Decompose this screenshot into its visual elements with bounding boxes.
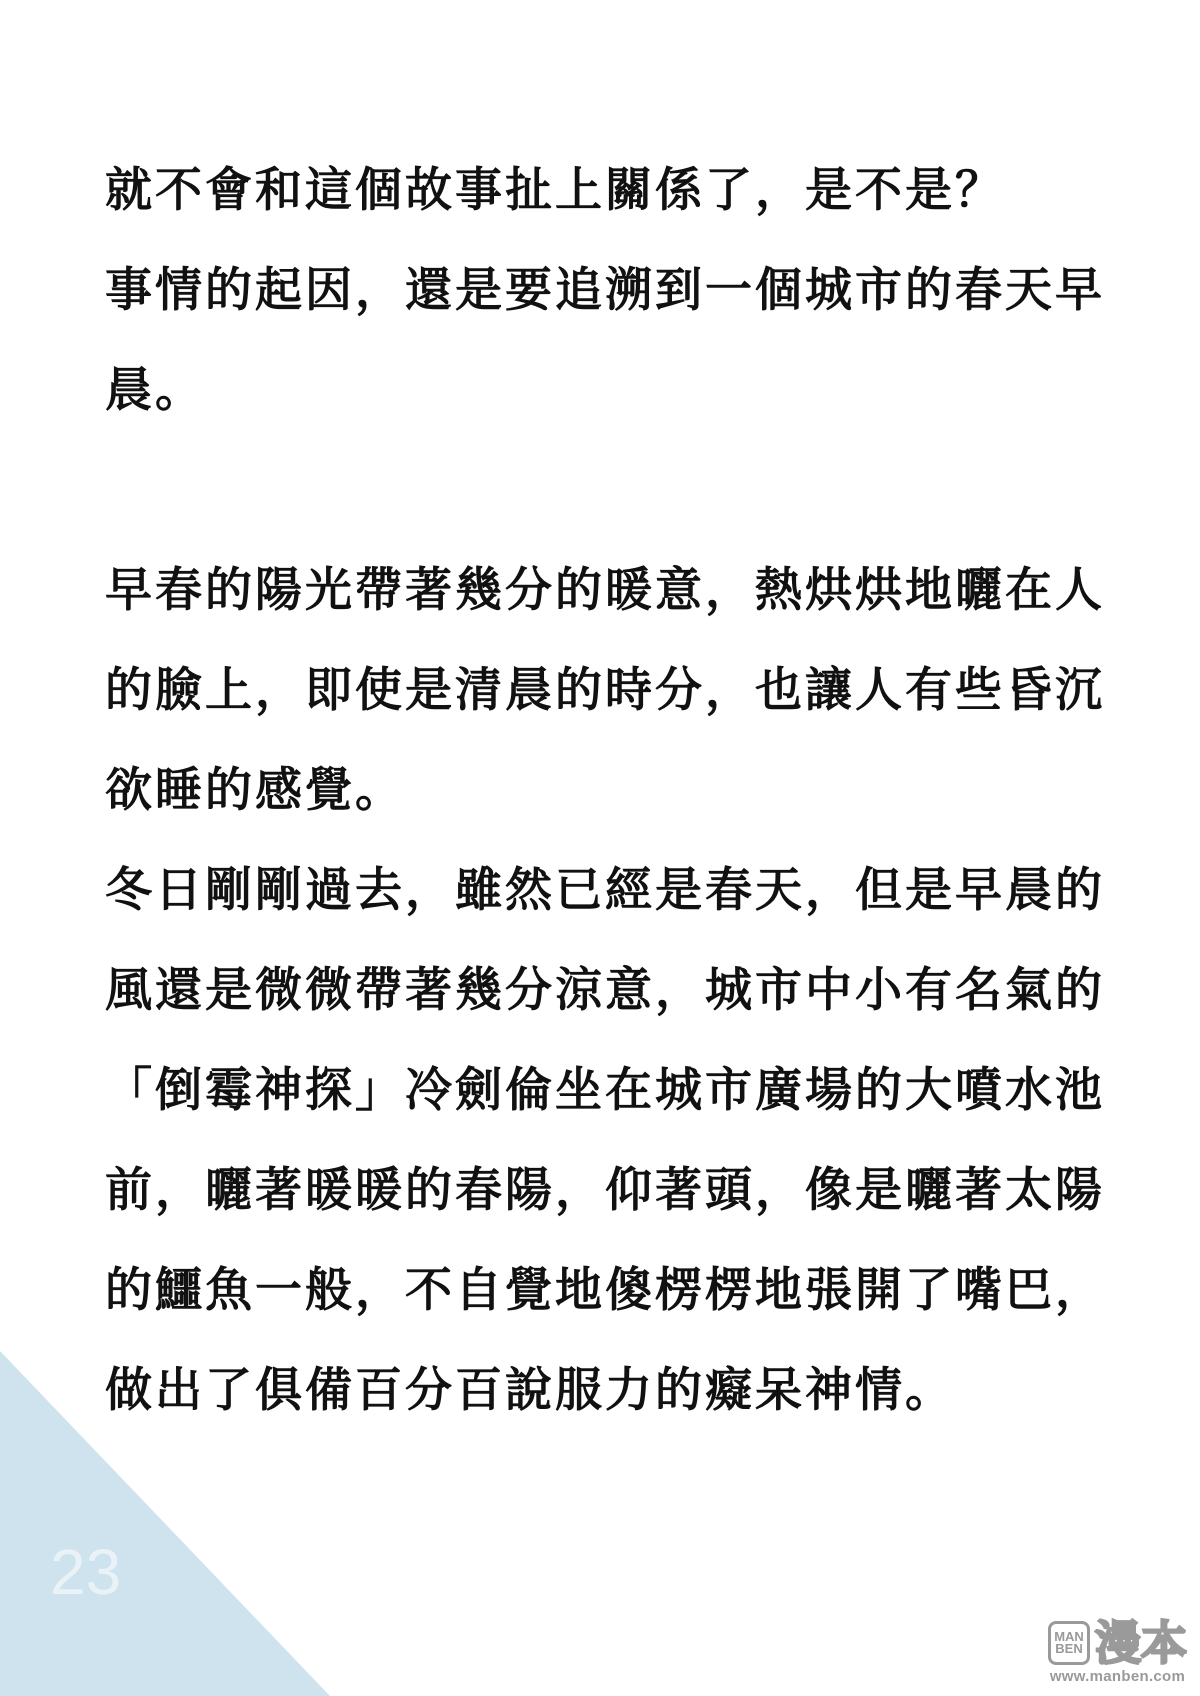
- text-line: 冬日剛剛過去，雖然已經是春天，但是早晨的: [105, 863, 1105, 916]
- text-line: 的臉上，即使是清晨的時分，也讓人有些昏沉: [105, 663, 1105, 716]
- text-line: 就不會和這個故事扯上關係了，是不是？: [105, 163, 1005, 216]
- watermark-row: [1048, 1617, 1187, 1669]
- text-line: 早春的陽光帶著幾分的暖意，熱烘烘地曬在人: [105, 563, 1105, 616]
- page-number: 23: [50, 1536, 122, 1608]
- text-line: 風還是微微帶著幾分涼意，城市中小有名氣的: [105, 963, 1105, 1016]
- watermark-url: www.manben.com: [1049, 1668, 1186, 1685]
- text-line: 事情的起因，還是要追溯到一個城市的春天早: [105, 263, 1105, 316]
- manben-logo-icon: [1048, 1621, 1090, 1665]
- manben-logo-text-bottom: BEN: [1055, 1641, 1083, 1656]
- text-line: 前，曬著暖暖的春陽，仰著頭，像是曬著太陽: [105, 1163, 1105, 1216]
- text-line: 晨。: [105, 363, 205, 416]
- text-line: 「倒霉神探」冷劍倫坐在城市廣場的大噴水池: [105, 1063, 1105, 1116]
- page-text: [105, 140, 1200, 1440]
- text-line: 欲睡的感覺。: [105, 763, 405, 816]
- text-line-blank: [105, 440, 1200, 540]
- text-line: 做出了俱備百分百說服力的癡呆神情。: [105, 1363, 955, 1416]
- watermark-brand-name: 漫本: [1095, 1617, 1187, 1669]
- watermark: [1048, 1617, 1187, 1685]
- text-line: 的鱷魚一般，不自覺地傻楞楞地張開了嘴巴，: [105, 1263, 1105, 1316]
- manben-logo-text-top: MAN: [1054, 1628, 1084, 1644]
